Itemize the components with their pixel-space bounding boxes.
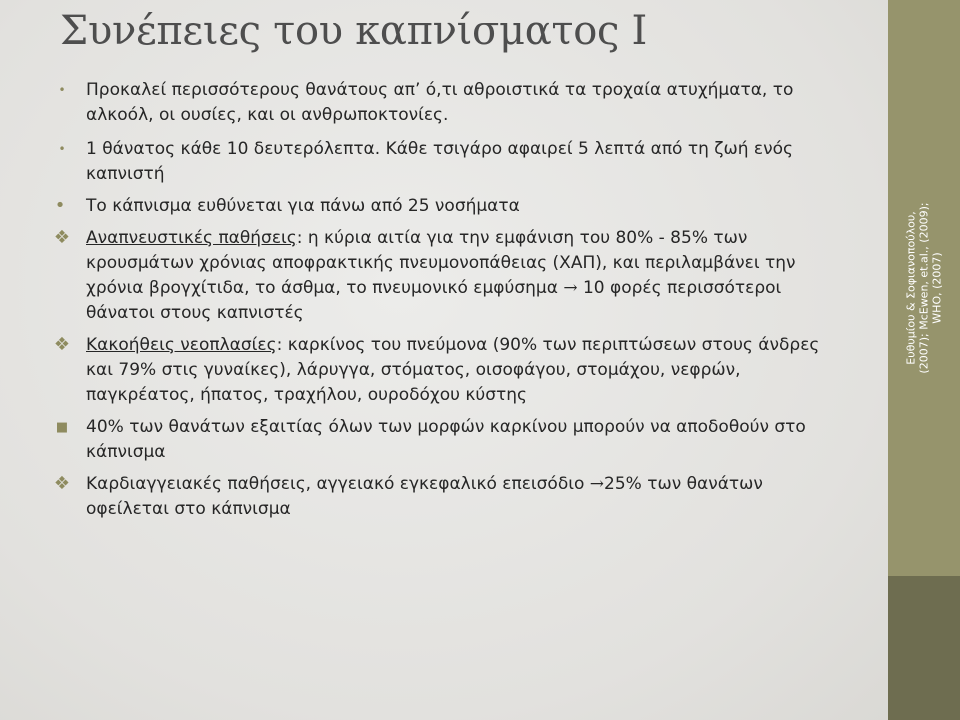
list-item-text: 1 θάνατος κάθε 10 δευτερόλεπτα. Κάθε τσιγάρο αφαιρεί 5 λεπτά από τη ζωή ενός καπνιστή — [86, 139, 793, 184]
arrow-icon: → — [589, 474, 605, 494]
term-neoplasms: Κακοήθεις νεοπλασίες — [86, 335, 277, 355]
list-item-text: Το κάπνισμα ευθύνεται για πάνω από 25 νοσήματα — [86, 196, 520, 216]
list-item-text: : καρκίνος του πνεύμονα (90% των περιπτώσεων στους άνδρες και 79% στις γυναίκες), λάρυγγα, στόματος, οισοφάγου, στομάχου, νεφρών, παγκρέατος, ήπατος, τραχήλου, ουροδόχου κύστης — [86, 335, 820, 405]
slide-title: Συνέπειες του καπνίσματος Ι — [60, 8, 648, 54]
citation-line-2: (2007); McEwen, et.al., (2009); — [917, 202, 931, 374]
citation-line-3: WHO, (2007) — [930, 252, 944, 324]
square-bullet-icon: ■ — [55, 420, 69, 435]
bullet-dot-icon: • — [54, 195, 66, 216]
list-item — [54, 78, 840, 128]
list-item — [54, 472, 840, 522]
diamond-bullet-icon: ❖ — [53, 334, 71, 355]
term-respiratory: Αναπνευστικές παθήσεις — [86, 228, 297, 248]
bullet-dot-icon: • — [58, 83, 66, 97]
list-item-text: 40% των θανάτων εξαιτίας όλων των μορφών καρκίνου μπορούν να αποδοθούν στο κάπνισμα — [86, 417, 806, 462]
sidebar-footer-block — [888, 576, 960, 720]
list-item-text-after: 10 φορές περισσότεροι θάνατοι στους καπνιστές — [86, 278, 782, 323]
list-item-text: Προκαλεί περισσότερους θανάτους απ’ ό,τι αθροιστικά τα τροχαία ατυχήματα, το αλκοόλ, οι ουσίες, και οι ανθρωποκτονίες. — [86, 80, 794, 125]
list-item-text: Καρδιαγγειακές παθήσεις, αγγειακό εγκεφαλικό επεισόδιο — [86, 474, 590, 494]
list-item — [54, 194, 840, 219]
list-item — [54, 333, 840, 408]
diamond-bullet-icon: ❖ — [53, 227, 71, 248]
list-item-text-after: 25% των θανάτων οφείλεται στο κάπνισμα — [86, 474, 763, 519]
list-item — [54, 137, 840, 187]
list-item — [54, 415, 840, 465]
list-item — [54, 226, 840, 326]
sidebar-citation — [888, 0, 960, 576]
citation-line-1: Ευθυμίου & Σοφιανοπούλου, — [904, 211, 918, 365]
arrow-icon: → — [563, 278, 578, 298]
citation-text — [905, 98, 944, 478]
list-item-text: : η κύρια αιτία για την εμφάνιση του 80% - 85% των κρουσμάτων χρόνιας αποφρακτικής πνευμονοπάθειας (ΧΑΠ), και περιλαμβάνει την χρόνια βρογχίτιδα, το άσθμα, το πνευμονικό εμφύσημα — [86, 228, 796, 298]
bullet-dot-icon: • — [58, 142, 66, 156]
bullet-list — [54, 78, 840, 522]
diamond-bullet-icon: ❖ — [53, 473, 71, 494]
